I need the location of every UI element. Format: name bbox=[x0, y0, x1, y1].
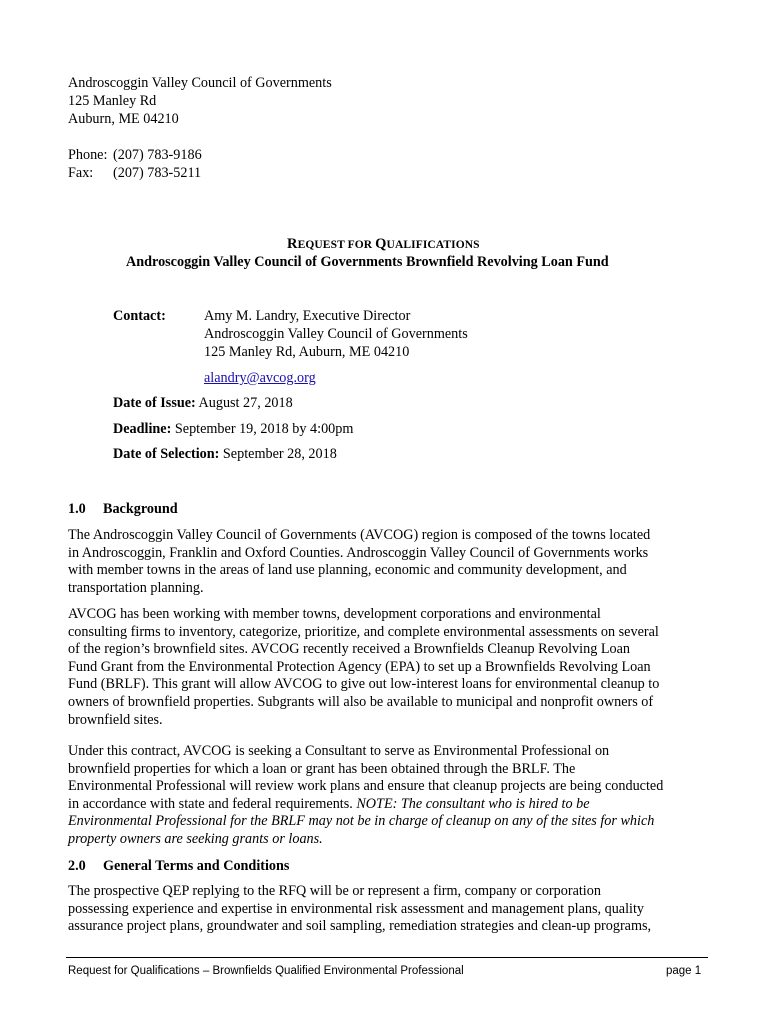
rfq-subtitle: Androscoggin Valley Council of Governments Brownfield Revolving Loan Fund bbox=[126, 254, 609, 270]
contact-name: Amy M. Landry, Executive Director bbox=[204, 308, 411, 324]
footer-title: Request for Qualifications – Brownfields Qualified Environmental Professional bbox=[68, 965, 464, 977]
section-1-paragraph-1: The Androscoggin Valley Council of Governments (AVCOG) region is composed of the towns located in Androscoggin, Franklin and Oxford Counties. Androscoggin Valley Council of Governments works with member towns in the areas of land use planning, economic and community development, and transportation planning. bbox=[68, 527, 651, 596]
section-2-number: 2.0 bbox=[68, 858, 86, 874]
rfq-title: REQUEST FOR QUALIFICATIONS bbox=[287, 236, 480, 252]
letterhead-org: Androscoggin Valley Council of Governments bbox=[68, 75, 332, 91]
section-2-paragraph-1: The prospective QEP replying to the RFQ will be or represent a firm, company or corporation possessing experience and expertise in environmental risk assessment and management plans, quality assurance project plans, groundwater and soil sampling, remediation strategies and clean-up programs, bbox=[68, 883, 652, 935]
letterhead-street: 125 Manley Rd bbox=[68, 93, 157, 109]
section-2-title: General Terms and Conditions bbox=[103, 858, 290, 874]
contact-org: Androscoggin Valley Council of Governments bbox=[204, 326, 468, 342]
section-1-number: 1.0 bbox=[68, 501, 86, 517]
section-1-paragraph-3: Under this contract, AVCOG is seeking a Consultant to serve as Environmental Professional on brownfield properties for which a loan or grant has been obtained through the BRLF. The Environmental Professional will review work plans and ensure that cleanup projects are being conducted in accordance with state and federal requirements. NOTE: The consultant who is hired to be Environmental Professional for the BRLF may not be in charge of cleanup on any of the sites for which property owners are seeking grants or loans. bbox=[68, 743, 664, 847]
contact-email-link[interactable]: alandry@avcog.org bbox=[204, 370, 316, 386]
contact-label: Contact: bbox=[113, 308, 166, 324]
date-of-issue: Date of Issue: August 27, 2018 bbox=[113, 395, 293, 411]
date-of-selection: Date of Selection: September 28, 2018 bbox=[113, 446, 337, 462]
letterhead-fax-label: Fax: bbox=[68, 165, 94, 181]
footer-page-number: page 1 bbox=[666, 965, 702, 977]
section-1-paragraph-2: AVCOG has been working with member towns, development corporations and environmental consulting firms to inventory, categorize, prioritize, and complete environmental assessments on several of the region’s brownfield sites. AVCOG recently received a Brownfields Cleanup Revolving Loan Fund Grant from the Environmental Protection Agency (EPA) to set up a Brownfields Revolving Loan Fund (BRLF). This grant will allow AVCOG to give out low-interest loans for environmental cleanup to owners of brownfield properties. Subgrants will also be available to municipal and nonprofit owners of brownfield sites. bbox=[68, 606, 660, 728]
letterhead-city: Auburn, ME 04210 bbox=[68, 111, 179, 127]
letterhead-phone: (207) 783-9186 bbox=[113, 147, 202, 163]
letterhead-phone-label: Phone: bbox=[68, 147, 108, 163]
deadline: Deadline: September 19, 2018 by 4:00pm bbox=[113, 421, 354, 437]
footer-divider bbox=[66, 957, 708, 958]
letterhead-fax: (207) 783-5211 bbox=[113, 165, 202, 181]
contact-address: 125 Manley Rd, Auburn, ME 04210 bbox=[204, 344, 410, 360]
section-1-title: Background bbox=[103, 501, 178, 517]
